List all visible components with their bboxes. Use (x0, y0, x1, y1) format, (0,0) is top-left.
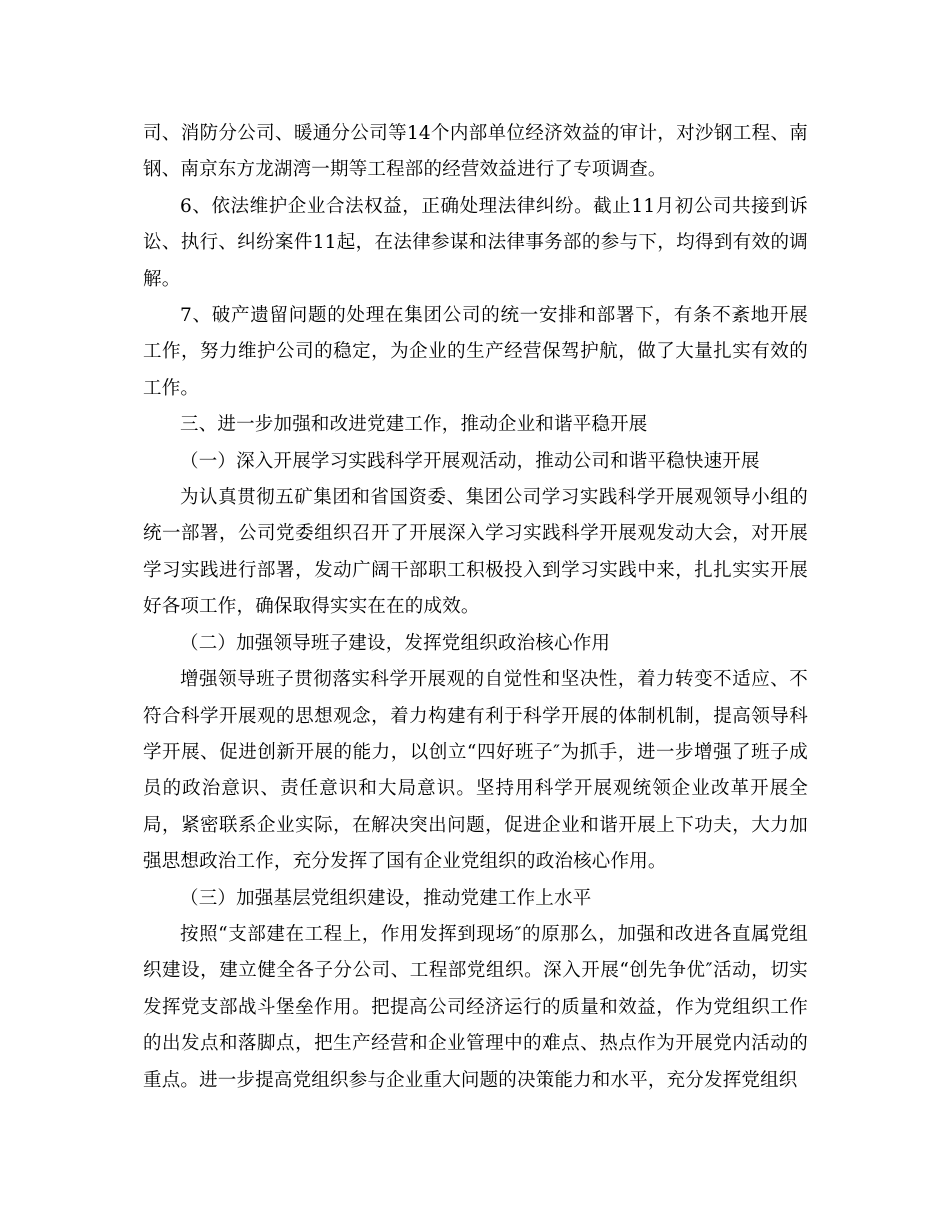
subheading-1: （一）深入开展学习实践科学开展观活动，推动公司和谐平稳快速开展 (180, 450, 760, 472)
section-heading-3: 三、进一步加强和改进党建工作，推动企业和谐平稳开展 (180, 414, 648, 436)
subheading-3: （三）加强基层党组织建设，推动党建工作上水平 (180, 887, 592, 909)
paragraph-item-6-legal: 6、依法维护企业合法权益，正确处理法律纠纷。截止11月初公司共接到诉讼、执行、纠纷案件11起，在法律参谋和法律事务部的参与下，均得到有效的调解。 (143, 195, 808, 290)
paragraph-grassroots: 按照“支部建在工程上，作用发挥到现场″的原那么，加强和改进各直属党组织建设，建立健全各子分公司、工程部党组织。深入开展“创先争优″活动，切实发挥党支部战斗堡垒作用。把提高公司经济运行的质量和效益，作为党组织工作的出发点和落脚点，把生产经营和企业管理中的难点、热点作为开展党内活动的重点。进一步提高党组织参与企业重大问题的决策能力和水平，充分发挥党组织 (143, 923, 808, 1091)
paragraph-audit-continuation: 司、消防分公司、暖通分公司等14个内部单位经济效益的审计，对沙钢工程、南钢、南京东方龙湖湾一期等工程部的经营效益进行了专项调查。 (143, 123, 808, 181)
paragraph-leadership: 增强领导班子贯彻落实科学开展观的自觉性和坚决性，着力转变不适应、不符合科学开展观的思想观念，着力构建有利于科学开展的体制机制，提高领导科学开展、促进创新开展的能力，以创立“四好班子″为抓手，进一步增强了班子成员的政治意识、责任意识和大局意识。坚持用科学开展观统领企业改革开展全局，紧密联系企业实际，在解决突出问题，促进企业和谐开展上下功夫，大力加强思想政治工作，充分发挥了国有企业党组织的政治核心作用。 (143, 669, 808, 873)
subheading-2: （二）加强领导班子建设，发挥党组织政治核心作用 (180, 632, 611, 654)
document-body (143, 116, 808, 1099)
paragraph-study-practice: 为认真贯彻五矿集团和省国资委、集团公司学习实践科学开展观领导小组的统一部署，公司党委组织召开了开展深入学习实践科学开展观发动大会，对开展学习实践进行部署，发动广阔干部职工积极投入到学习实践中来，扎扎实实开展好各项工作，确保取得实实在在的成效。 (143, 487, 808, 618)
paragraph-item-7-bankruptcy: 7、破产遗留问题的处理在集团公司的统一安排和部署下，有条不紊地开展工作，努力维护公司的稳定，为企业的生产经营保驾护航，做了大量扎实有效的工作。 (143, 305, 808, 399)
